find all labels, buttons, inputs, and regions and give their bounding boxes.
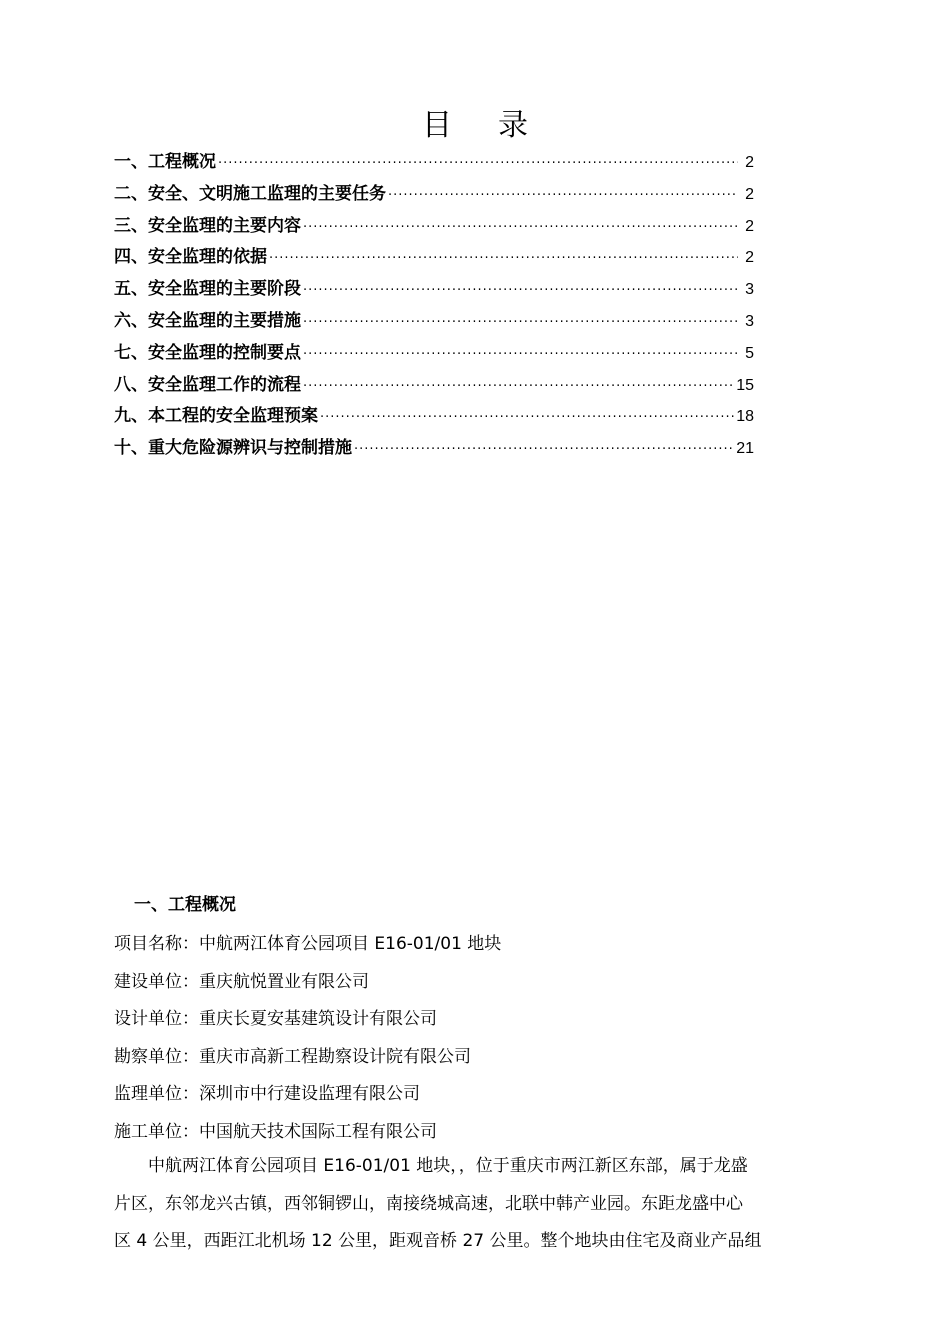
toc-entry[interactable] [114,277,754,309]
project-info-list [114,926,834,1151]
toc-leader-dots [269,247,738,271]
toc-entry-label: 一、工程概况 [114,152,216,172]
paragraph-line: 区 4 公里，西距江北机场 12 公里，距观音桥 27 公里。整个地块由住宅及商业产品组 [114,1231,762,1251]
toc-entry-page: 5 [745,344,754,362]
client-line: 建设单位：重庆航悦置业有限公司 [114,971,369,992]
toc-entry-page: 21 [736,440,754,458]
toc-entry-label: 三、安全监理的主要内容 [114,215,301,236]
toc-entry-page: 2 [745,154,754,171]
toc-leader-dots [218,152,738,176]
toc-entry[interactable] [114,436,754,468]
designer-line: 设计单位：重庆长夏安基建筑设计有限公司 [114,1009,437,1029]
toc-title-part2: 录 [498,108,528,143]
toc-entry-label: 九、本工程的安全监理预案 [114,406,318,427]
section-heading: 一、工程概况 [134,895,236,915]
toc-entry-page: 15 [736,376,754,394]
toc-leader-dots [303,311,738,335]
paragraph-line: 片区，东邻龙兴古镇，西邻铜锣山，南接绕城高速，北联中韩产业园。东距龙盛中心 [114,1193,743,1214]
toc-leader-dots [303,343,738,367]
table-of-contents [114,150,754,468]
toc-entry-page: 2 [745,185,754,203]
toc-entry[interactable] [114,214,754,246]
toc-entry[interactable] [114,341,754,373]
toc-entry-label: 五、安全监理的主要阶段 [114,279,301,300]
toc-entry-page: 18 [736,408,754,426]
toc-leader-dots [303,216,738,240]
toc-entry-label: 十、重大危险源辨识与控制措施 [114,438,352,459]
toc-leader-dots [303,375,734,399]
project-description-paragraph [114,1148,830,1261]
toc-leader-dots [320,406,734,430]
toc-entry-page: 2 [745,217,754,235]
toc-entry[interactable] [114,150,754,182]
toc-leader-dots [388,184,738,208]
toc-entry[interactable] [114,182,754,214]
supervisor-line: 监理单位：深圳市中行建设监理有限公司 [114,1084,420,1104]
toc-entry-label: 六、安全监理的主要措施 [114,310,301,331]
toc-entry[interactable] [114,373,754,405]
toc-title [0,100,950,144]
toc-entry[interactable] [114,309,754,341]
contractor-line: 施工单位：中国航天技术国际工程有限公司 [114,1121,437,1142]
toc-entry-label: 四、安全监理的依据 [114,247,267,268]
toc-entry-label: 八、安全监理工作的流程 [114,374,301,395]
toc-entry-page: 3 [745,281,754,299]
toc-entry[interactable] [114,404,754,436]
toc-entry-label: 七、安全监理的控制要点 [114,342,301,363]
paragraph-line: 中航两江体育公园项目 E16-01/01 地块，，位于重庆市两江新区东部，属于龙盛 [148,1156,748,1176]
toc-entry-label: 二、安全、文明施工监理的主要任务 [114,183,386,204]
toc-leader-dots [303,279,738,303]
surveyor-line: 勘察单位：重庆市高新工程勘察设计院有限公司 [114,1046,471,1067]
toc-entry-page: 2 [745,249,754,267]
toc-title-part1: 目 [422,108,452,143]
toc-leader-dots [354,438,734,462]
project-name-line: 项目名称：中航两江体育公园项目 E16-01/01 地块 [114,934,502,954]
toc-entry-page: 3 [745,312,754,330]
toc-entry[interactable] [114,245,754,277]
